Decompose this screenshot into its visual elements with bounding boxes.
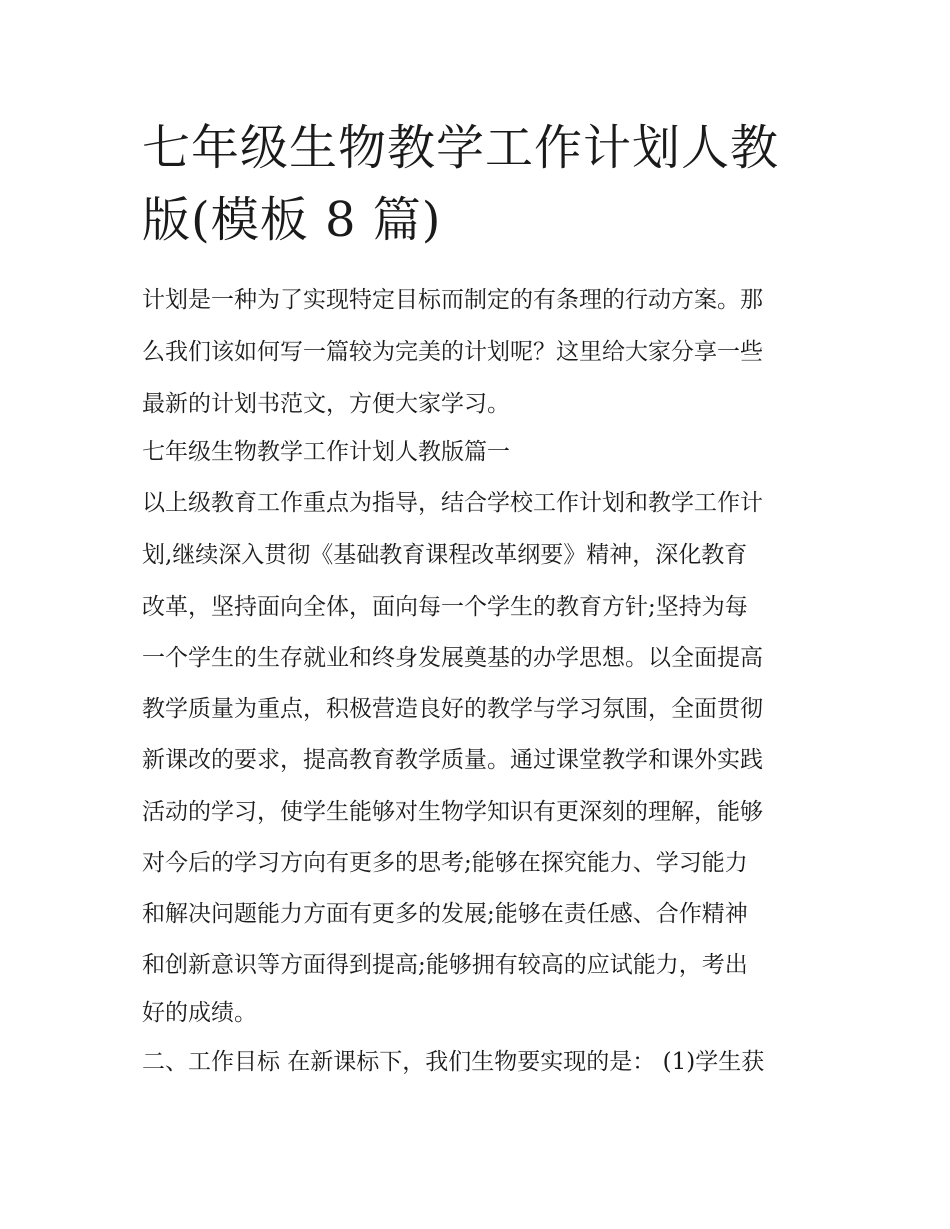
body-line: 和创新意识等方面得到提高;能够拥有较高的应试能力，考出 [142, 952, 748, 978]
goals-line: 二、工作目标 在新课标下，我们生物要实现的是： (1)学生获 [142, 1049, 765, 1075]
body-line: 活动的学习，使学生能够对生物学知识有更深刻的理解，能够 [142, 799, 763, 825]
body-line: 对今后的学习方向有更多的思考;能够在探究能力、学习能力 [142, 850, 748, 876]
body-line: 教学质量为重点，积极营造良好的教学与学习氛围，全面贯彻 [142, 696, 763, 722]
document-title [142, 112, 822, 256]
body-line: 和解决问题能力方面有更多的发展;能够在责任感、合作精神 [142, 901, 748, 927]
body-line: 划,继续深入贯彻《基础教育课程改革纲要》精神，深化教育 [142, 542, 748, 568]
intro-line: 最新的计划书范文，方便大家学习。 [142, 391, 510, 417]
section-heading: 七年级生物教学工作计划人教版篇一 [142, 439, 510, 465]
body-line: 以上级教育工作重点为指导，结合学校工作计划和教学工作计 [142, 490, 763, 516]
title-line-2: 版(模板 8 篇) [142, 192, 442, 248]
body-line: 好的成绩。 [142, 1000, 257, 1026]
body-line: 一个学生的生存就业和终身发展奠基的办学思想。以全面提高 [142, 645, 763, 671]
body-line: 新课改的要求，提高教育教学质量。通过课堂教学和课外实践 [142, 747, 763, 773]
title-line-1: 七年级生物教学工作计划人教 [142, 120, 780, 176]
intro-line: 计划是一种为了实现特定目标而制定的有条理的行动方案。那 [142, 287, 763, 313]
intro-line: 么我们该如何写一篇较为完美的计划呢？这里给大家分享一些 [142, 339, 763, 365]
body-line: 改革，坚持面向全体，面向每一个学生的教育方针;坚持为每 [142, 594, 748, 620]
